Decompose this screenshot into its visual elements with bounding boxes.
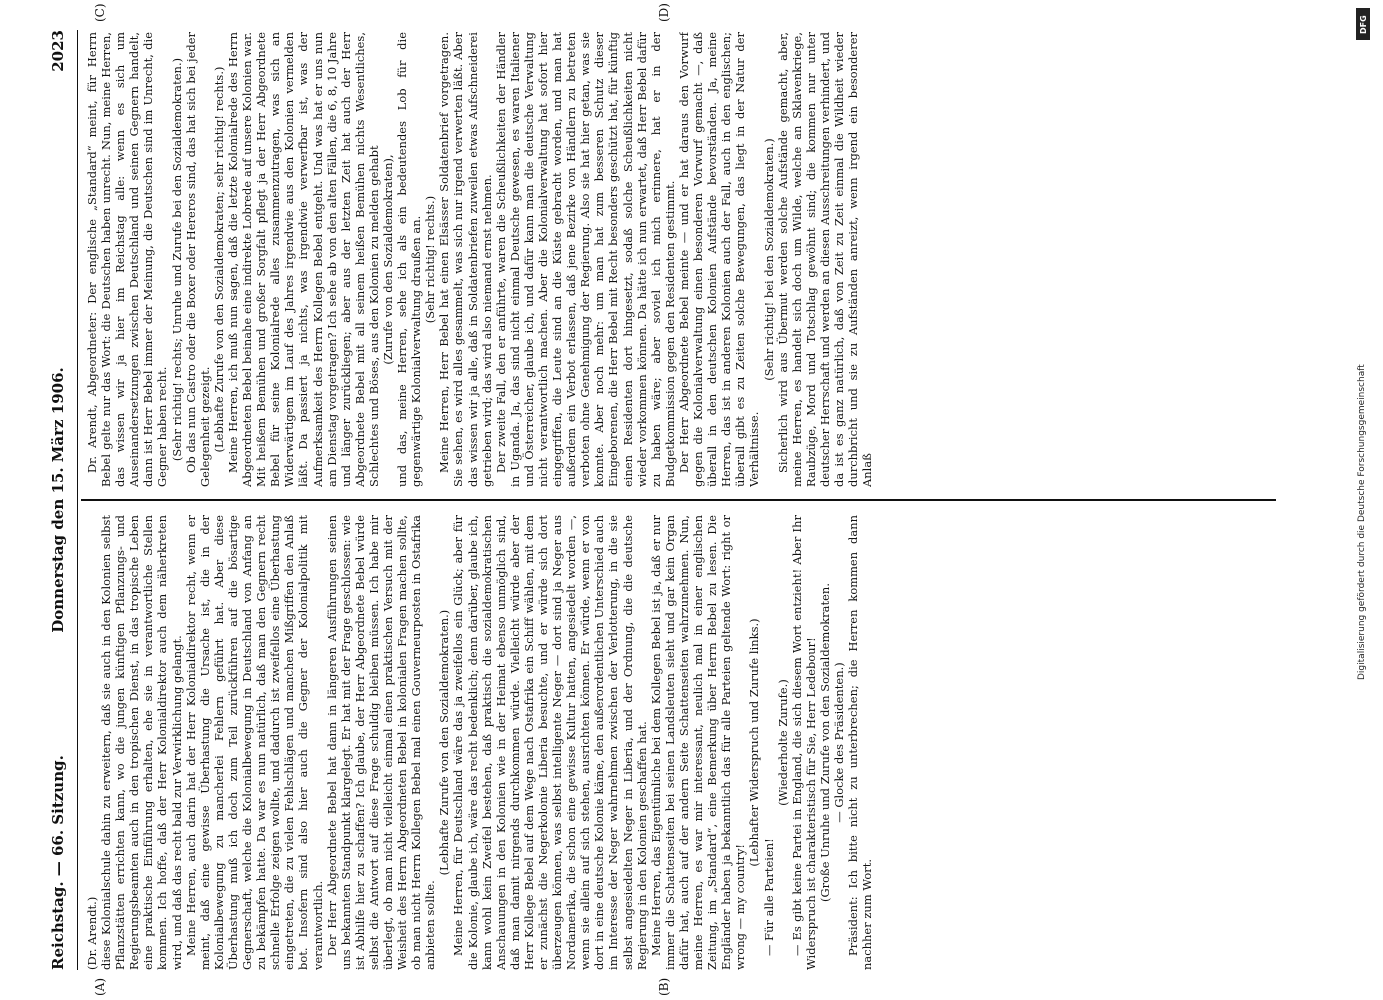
paragraph: diese Kolonialschule dahin zu erweitern, daß sie auch in den Kolonien selbst Pflanzstätten errichten kann, wo die jungen künftigen Pflanzungs- und Regierungsbeamten auch in den tropischen Dienst, in das tropische Leben eine praktische Einführung erhalten, ehe sie in verantwortliche Stellen kommen. Ich hoffe, daß der Herr Kolonialdirektor auch dem näherkreten wird, und daß das recht bald zur Verwirklichung gelangt. (99, 515, 184, 970)
interjection: (Lebhafte Zurufe von den Sozialdemokraten.) (437, 609, 452, 876)
paragraph: — Für alle Parteien! (761, 838, 776, 956)
paragraph: Präsident: Ich bitte nicht zu unterbrechen; die Herren kommen dann nachher zum Wort. (846, 515, 875, 970)
margin-mark-b: (B) (657, 977, 671, 996)
digitization-credit (1355, 15, 1369, 690)
paragraph: Dr. Arendt, Abgeordneter: Der englische „Standard“ meint, für Herrn Bebel gelte nur das Wort: die Deutschen haben unrecht. Nun, meine Herren, das wissen wir ja hier im Reichstag alle: wenn es sich um Auseinandersetzungen zwischen Deutschland und seinen Gegnern handelt, dann ist Herr Bebel immer der Meinung, die Deutschen sind im Unrecht, die Gegner haben recht. (85, 32, 170, 487)
paragraph: Der Herr Abgeordnete Bebel meinte — und er hat daraus den Vorwurf gegen die Kolonialverwaltung einen besonderen Vorwurf gemacht —, daß überall in den deutschen Kolonien Aufstände bevorständen. Ja, meine Herren, das ist in anderen Kolonien auch der Fall, auch in den englischen; überall gibt es zu Zeiten solche Bewegungen, das liegt in der Natur der Verhältnisse. (676, 32, 762, 487)
paragraph: Meine Herren, Herr Bebel hat einen Elsässer Soldatenbrief vorgetragen. Sie sehen, es wird alles gesammelt, was sich nur irgend verwerten läßt. Aber das wissen wir ja alle, daß in Soldatenbriefen zuweilen etwas Aufschneiderei getrieben wird; das wird also niemand ernst nehmen. (437, 32, 494, 487)
right-column (85, 32, 1275, 487)
header-rule (77, 30, 78, 970)
dfg-logo: DFG (1356, 8, 1370, 40)
paragraph: (Dr. Arendt.) (85, 896, 99, 970)
paragraph: Meine Herren, auch darin hat der Herr Kolonialdirektor recht, wenn er meint, daß eine gewisse Überhastung die Ursache ist, die in der Kolonialbewegung zu mancherlei Fehlern geführt hat. Aber diese Überhastung muß ich doch zum Teil zurückführen auf die bösartige Gegnerschaft, welche die Kolonialbewegung in Deutschland von Anfang an zu bekämpfen hatte. Da war es nun natürlich, daß man den Gegnern recht schnelle Erfolge zeigen wollte, und dadurch ist zweifellos eine Überhastung eingetreten, die zu vielen Fehlschlägen und manchen Mißgriffen den Anlaß bot. Insofern sind also hier auch die Gegner der Kolonialpolitik mit verantwortlich. (183, 515, 325, 970)
header-date: Donnerstag den 15. März 1906. (49, 367, 67, 633)
page-header (45, 30, 71, 970)
paragraph: Ob das nun Castro oder die Boxer oder Hereros sind, das hat sich bei jeder Gelegenheit gezeigt. (183, 32, 212, 487)
interjection: (Lebhafter Widerspruch und Zurufe links.) (747, 618, 762, 867)
interjection: (Zurufe von den Sozialdemokraten), (380, 154, 395, 365)
interjection: (Wiederholte Zurufe.) (775, 679, 790, 806)
column-divider (81, 500, 1276, 502)
interjection: (Sehr richtig! rechts; Unruhe und Zurufe bei den Sozialdemokraten.) (169, 57, 184, 462)
paragraph: Der zweite Fall, den er anführte, waren die Scheußlichkeiten der Händler in Uganda. Ja, das sind nicht einmal Deutsche gewesen, es waren Italiener und Österreicher, glaube ich, und dafür kann man die deutsche Verwaltung nicht verantwortlich machen. Aber die Kolonialverwaltung hat sofort hier eingegriffen, die Leute sind an die Küste gebracht worden, und man hat außerdem ein Verbot erlassen, daß jene Bezirke von Händlern zu betreten verboten ohne Genehmigung der Regierung. Also sie hat hier getan, was sie konnte. Aber noch mehr: um man hat zum besseren Schutz dieser Eingeborenen, die Herr Bebel mit Recht besonders geschützt hat, für künftig einen Residenten dort hingesetzt, sodaß solche Scheußlichkeiten nicht wieder vorkommen können. Da hätte ich nun erwartet, daß Herr Bebel dafür zu haben wäre; aber soviel ich mich erinnere, hat er in der Budgetkommission gegen den Residenten gestimmt. (493, 32, 677, 487)
margin-mark-c: (C) (93, 3, 107, 22)
paragraph: Sicherlich wird aus Übermut werden solche Aufstände gemacht, aber, meine Herren, es handelt sich doch um Wilde, welche an Sklavenkriege, Raubzüge, Mord und Totschlag gewöhnt sind; die kommen nur unter deutscher Herrschaft und werden an diesen Ausschreitungen verhindert, und da ist es ganz natürlich, daß von Zeit zu Zeit einmal die Wildheit wieder durchbricht und sie zu Aufständen anreizt, wenn irgend ein besonderer Anlaß (775, 32, 875, 487)
header-left: Reichstag. — 66. Sitzung. (49, 755, 67, 970)
paragraph: Der Herr Abgeordnete Bebel hat dann in längeren Ausführungen seinen uns bekannten Standpunkt klargelegt. Er hat mit der Frage geschlossen: wie ist Abhilfe hier zu schaffen? Ich glaube, der Herr Abgeordnete Bebel würde selbst die Antwort auf diese Frage schuldig bleiben müssen. Ich habe mir überlegt, ob man nicht vielleicht einmal einen praktischen Versuch mit der Weisheit des Herrn Abgeordneten Bebel in kolonialen Fragen machen sollte, ob man nicht Herrn Kollegen Bebel mal einen Gouverneurposten in Ostafrika anbieten sollte. (324, 515, 438, 970)
paragraph: — Es gibt keine Partei in England, die sich diesem Wort entzieht! Aber Ihr Widerspruch ist charakteristisch für Sie, Herr Ledebour! (789, 515, 818, 970)
interjection: (Lebhafte Zurufe von den Sozialdemokraten; sehr richtig! rechts.) (211, 66, 226, 453)
document-page (45, 3, 1345, 996)
margin-mark-a: (A) (93, 977, 107, 996)
left-column (85, 515, 1275, 970)
paragraph: und das, meine Herren, sehe ich als ein bedeutendes Lob für die gegenwärtige Kolonialverwaltung draußen an. (395, 32, 424, 487)
credit-text: Digitalisierung gefördert durch die Deutsche Forschungsgemeinschaft (1357, 364, 1367, 680)
paragraph: Meine Herren, für Deutschland wäre das ja zweifellos ein Glück; aber für die Kolonie, glaube ich, wäre das recht bedenklich; denn darüber, glaube ich, kann wohl kein Zweifel bestehen, daß praktisch die sozialdemokratischen Anschauungen in den Kolonien wie in der Heimat ebenso unmöglich sind, daß man damit nirgends durchkommen würde. Vielleicht würde aber der Herr Kollege Bebel auf dem Wege nach Ostafrika ein Schiff wählen, mit dem er zunächst die Negerkolonie Liberia besuchte, und er würde sich dort überzeugen können, was selbst intelligente Neger — dort sind ja Neger aus Nordamerika, die schon eine gewisse Kultur hatten, angesiedelt worden —, wenn sie allein auf sich stehen, ausrichten können. Er würde, wenn er von dort in eine deutsche Kolonie käme, den außerordentlichen Unterschied auch im Interesse der Neger wahrnehmen zwischen der Verlotterung, in die sie selbst angesiedelten Neger in Liberia, und der Ordnung, die die deutsche Regierung in den Kolonien geschaffen hat. (451, 515, 649, 970)
interjection: — Glocke des Präsidenten.) (831, 662, 846, 823)
interjection: (Sehr richtig! rechts.) (423, 195, 438, 324)
interjection: (Sehr richtig! bei den Sozialdemokraten.) (761, 138, 776, 381)
page-number: 2023 (49, 30, 67, 72)
paragraph: Meine Herren, ich muß nun sagen, daß die letzte Kolonialrede des Herrn Abgeordneten Bebel beinahe eine indirekte Lobrede auf unsere Kolonien war. Mit heißem Bemühen und großer Sorgfalt pflegt ja der Herr Abgeordnete Bebel für seine Kolonialrede alles zusammenzutragen, was sich an Widerwärtigem im Lauf des Jahres irgendwie aus den Kolonien vermelden läßt. Da passiert ja nichts, was irgendwie verwerfbar ist, was der Aufmerksamkeit des Herrn Kollegen Bebel entgeht. Und was hat er uns nun am Dienstag vorgetragen? Ich sehe ab von den alten Fällen, die 6, 8, 10 Jahre und länger zurückliegen; aber aus der letzten Zeit hat auch der Herr Abgeordnete Bebel mit all seinem heißen Bemühen nichts Wesentliches, Schlechtes und Böses, aus den Kolonien zu melden gehabt (225, 32, 381, 487)
paragraph: Meine Herren, das Eigentümliche bei dem Kollegen Bebel ist ja, daß er nur immer die Schattenseiten bei seinen Landsleuten sieht und gar kein Organ dafür hat, auch auf der andern Seite Schattenseiten wahrzunehmen. Nun, meine Herren, es war mir interessant, neulich mal in einer englischen Zeitung, im „Standard“, eine Bemerkung über Herrn Bebel zu lesen. Die Engländer haben ja bekanntlich das für alle Parteien geltende Wort: right or wrong — my country! (648, 515, 748, 970)
margin-mark-d: (D) (657, 3, 671, 22)
interjection: (Große Unruhe und Zurufe von den Sozialdemokraten. (817, 583, 832, 903)
